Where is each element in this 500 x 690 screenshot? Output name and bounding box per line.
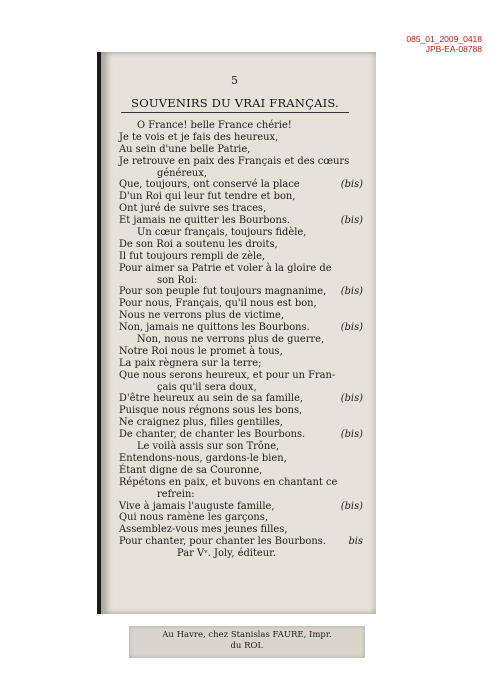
verse-line [119, 334, 371, 346]
verse-line-text: Je te vois et je fais des heureux, [119, 131, 279, 143]
verse-line [119, 286, 371, 298]
verse-line-text: Non, nous ne verrons plus de guerre, [137, 334, 325, 346]
song-verses [119, 120, 371, 560]
verse-line-text: Répétons en paix, et buvons en chantant ce [119, 476, 338, 488]
verse-line [119, 120, 371, 132]
bis-marker: (bis) [340, 500, 363, 512]
printer-imprint [129, 630, 365, 651]
verse-line-text: Ont juré de suivre ses traces, [119, 203, 267, 215]
verse-line [119, 489, 371, 501]
bis-marker: (bis) [340, 322, 363, 334]
verse-line-text: Qui nous ramène les garçons, [119, 512, 268, 524]
verse-line-text: O France! belle France chérie! [137, 120, 292, 131]
verse-line [119, 191, 371, 203]
verse-line-text: Et jamais ne quitter les Bourbons. [119, 215, 291, 227]
scan-id-line-1: 085_01_2009_0418 [406, 34, 482, 44]
verse-line [119, 512, 371, 524]
verse-line [119, 453, 371, 465]
verse-line-text: son Roi: [157, 274, 198, 286]
verse-line-text: Pour nous, Français, qu'il nous est bon, [119, 298, 317, 310]
printer-imprint-line-2: du ROI. [230, 640, 264, 651]
verse-line-text: Nous ne verrons plus de victime, [119, 310, 284, 322]
verse-line-text: Un cœur français, toujours fidèle, [137, 227, 307, 239]
verse-line-text: Par Vᵛ. Joly, éditeur. [177, 548, 276, 560]
scan-id-line-2: JPB-EA-08788 [425, 44, 482, 54]
verse-line-text: De son Roi a soutenu les droits, [119, 238, 278, 250]
verse-line-text: D'être heureux au sein de sa famille, [119, 393, 304, 405]
verse-line [119, 358, 371, 370]
verse-line-text: Que nous serons heureux, et pour un Fran- [119, 369, 336, 381]
verse-line-text: Le voilà assis sur son Trône, [137, 441, 280, 453]
verse-line-text: refrein: [157, 488, 195, 500]
verse-line [119, 144, 371, 156]
verse-line [119, 501, 371, 513]
document-page [97, 52, 376, 614]
verse-line [119, 405, 371, 417]
verse-line [119, 132, 371, 144]
verse-line [119, 310, 371, 322]
verse-line [119, 179, 371, 191]
verse-line [119, 393, 371, 405]
verse-line [119, 168, 371, 180]
verse-line [119, 441, 371, 453]
verse-line [119, 298, 371, 310]
bis-marker: (bis) [340, 429, 363, 441]
verse-line-text: Entendons-nous, gardons-le bien, [119, 452, 287, 464]
verse-line [119, 251, 371, 263]
bis-marker: (bis) [340, 215, 363, 227]
verse-line [119, 382, 371, 394]
bis-marker: (bis) [340, 393, 363, 405]
verse-line-text: La paix règnera sur la terre; [119, 357, 262, 369]
verse-line [119, 465, 371, 477]
verse-line [119, 215, 371, 227]
scan-identifier [406, 34, 482, 54]
bis-marker: (bis) [340, 179, 363, 191]
verse-line-text: Au sein d'une belle Patrie, [119, 143, 251, 155]
verse-line-text: çais qu'il sera doux, [157, 381, 257, 393]
title-divider [121, 112, 349, 113]
verse-line [119, 524, 371, 536]
verse-line-text: généreux, [157, 167, 208, 179]
verse-line [119, 203, 371, 215]
verse-line-text: Que, toujours, ont conservé la place [119, 179, 300, 191]
verse-line [119, 263, 371, 275]
verse-line-text: De chanter, de chanter les Bourbons. [119, 429, 306, 441]
verse-line [119, 477, 371, 489]
printer-strip [129, 626, 365, 658]
verse-line-text: Étant digne de sa Couronne, [119, 464, 263, 476]
verse-line [119, 548, 371, 560]
verse-line [119, 536, 371, 548]
verse-line [119, 417, 371, 429]
page-number: 5 [231, 74, 238, 87]
verse-line-text: Il fut toujours rempli de zèle, [119, 250, 266, 262]
verse-line-text: Vive à jamais l'auguste famille, [119, 500, 275, 512]
verse-line [119, 275, 371, 287]
printer-imprint-line-1: Au Havre, chez Stanislas FAURE, Impr. [162, 630, 332, 640]
verse-line-text: Non, jamais ne quittons les Bourbons. [119, 322, 310, 334]
verse-line [119, 370, 371, 382]
verse-line-text: Je retrouve en paix des Français et des cœurs [119, 155, 350, 167]
bis-marker: (bis) [340, 286, 363, 298]
verse-line [119, 227, 371, 239]
verse-line-text: D'un Roi qui leur fut tendre et bon, [119, 191, 296, 203]
page-title: SOUVENIRS DU VRAI FRANÇAIS. [131, 96, 339, 110]
verse-line [119, 239, 371, 251]
verse-line [119, 322, 371, 334]
verse-line-text: Pour son peuple fut toujours magnanime, [119, 286, 327, 298]
verse-line [119, 429, 371, 441]
verse-line [119, 156, 371, 168]
bis-marker: bis [348, 536, 363, 548]
verse-line-text: Ne craignez plus, filles gentilles, [119, 417, 283, 429]
verse-line-text: Pour chanter, pour chanter les Bourbons. [119, 536, 326, 548]
verse-line-text: Pour aimer sa Patrie et voler à la gloire de [119, 262, 332, 274]
verse-line-text: Assemblez-vous mes jeunes filles, [119, 524, 288, 536]
verse-line-text: Puisque nous régnons sous les bons, [119, 405, 303, 417]
verse-line [119, 346, 371, 358]
verse-line-text: Notre Roi nous le promet à tous, [119, 345, 283, 357]
